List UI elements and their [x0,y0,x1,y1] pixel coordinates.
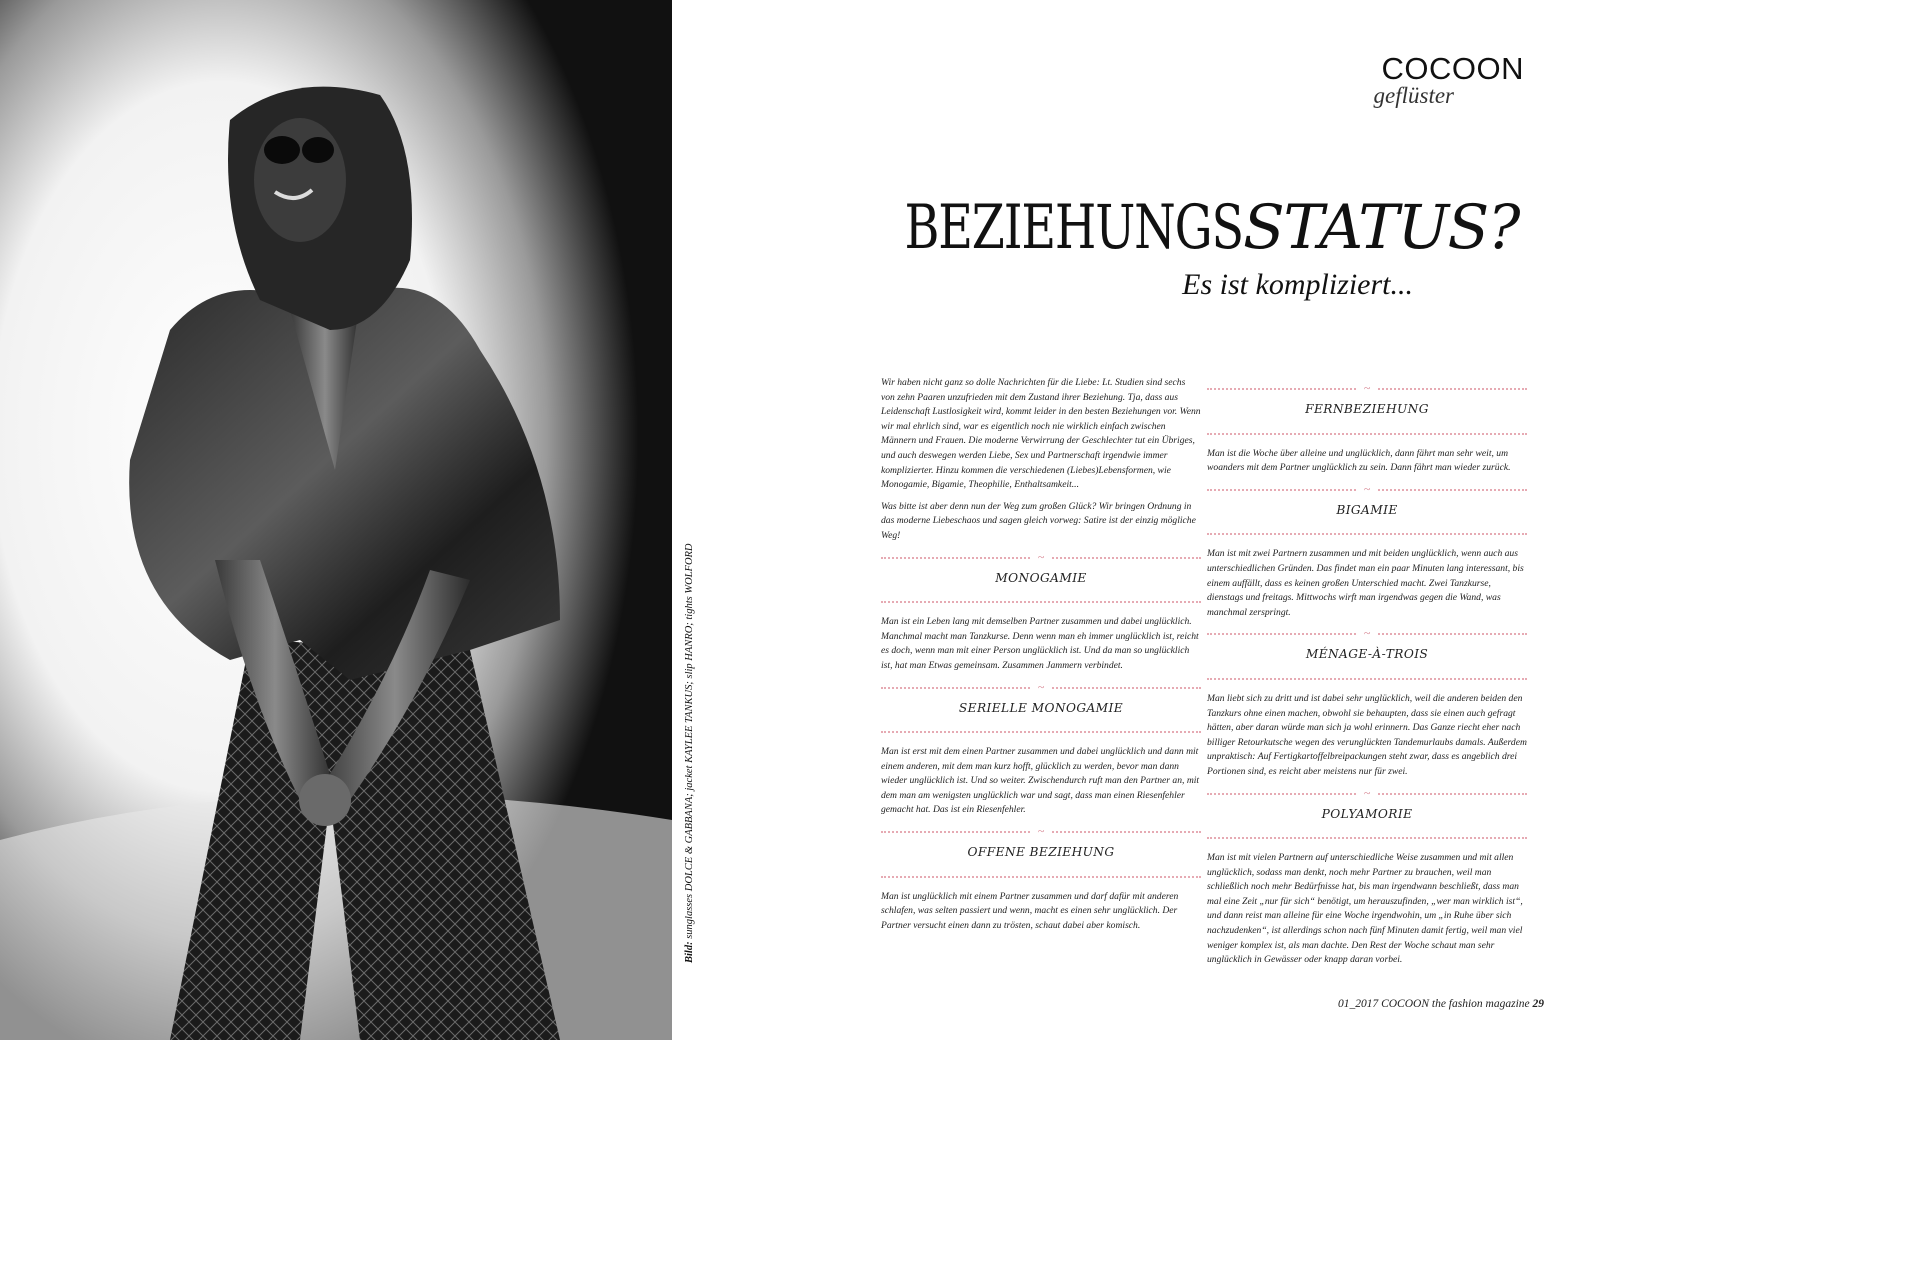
section-divider: ~ [881,551,1201,565]
page-folio [1338,998,1544,1010]
section-title: BIGAMIE [1336,502,1398,517]
section-text: Man liebt sich zu dritt und ist dabei sehr unglücklich, weil die anderen beiden den Tanzkurs ohne einen machen, obwohl sie behaupten, dass sie einen auch gefragt hätten, aber daran würde man sich ja wohl erinnern. Das Ganze riecht eher nach billiger Retourkutsche wegen des verunglückten Tandemurlaubs damals. Außerdem unpraktisch: Auf Fertigkartoffelbreipackungen steht zwar, dass es angeblich drei Portionen sind, es reicht aber meistens nur für zwei. [1207,692,1527,777]
section-divider: ~ [881,825,1201,839]
photo-credit [684,543,700,963]
section-divider: ~ [1207,382,1527,396]
brand-name: COCOON [1381,51,1524,86]
section-text: Man ist unglücklich mit einem Partner zusammen und darf dafür mit anderen schlafen, was selten passiert und wenn, macht es einen sehr unglücklich. Der Partner versucht einen dann zu trösten, schaut dabei aber komisch. [881,890,1179,931]
magazine-logo [1374,52,1525,106]
section-divider [1207,831,1527,845]
section-text: Man ist ein Leben lang mit demselben Partner zusammen und dabei unglücklich. Manchmal macht man Tanzkurse. Denn wenn man eh immer unglücklich ist, reicht es doch, wenn man mit einer Person unglücklich ist. Und da man so unglücklich ist, hat man Etwas gemeinsam. Zusammen Jammern verbindet. [881,616,1199,671]
headline-part-1: BEZIEHUNGS [904,192,1244,263]
section-divider: ~ [1207,483,1527,497]
section-divider [1207,527,1527,541]
section-text: Man ist die Woche über alleine und unglücklich, dann fährt man sehr weit, um woanders mit dem Partner unglücklich zu sein. Dann fährt man wieder zurück. [1207,447,1511,474]
brand-subtitle: geflüster [1373,83,1454,108]
intro-paragraph: Wir haben nicht ganz so dolle Nachrichten für die Liebe: Lt. Studien sind sechs von zehn Paaren unzufrieden mit dem Zustand ihrer Beziehung. Tja, dass aus Leidenschaft Lustlosigkeit wird, kommt leider in den besten Beziehungen vor. Wenn wir mal ehrlich sind, war es eigentlich noch nie wirklich einfach zwischen Männern und Frauen. Die moderne Verwirrung der Geschlechter tut ein Übriges, und auch deswegen werden Liebe, Sex und Partnerschaft irgendwie immer komplizierter. Hinzu kommen die verschiedenen (Liebes)Lebensformen, wie Monogamie, Bigamie, Theophilie, Enthaltsamkeit... [881,377,1201,491]
section-divider [1207,672,1527,686]
section-title: FERNBEZIEHUNG [1305,402,1429,416]
section-text: Man ist mit zwei Partnern zusammen und mit beiden unglücklich, wenn auch aus unterschiedlichen Gründen. Das findet man ein paar Minuten lang interessant, bis einem auffällt, dass es keinen großen Unterschied macht. Zwei Tanzkurse, dienstags und freitags. Mittwochs wirft man irgendwas gegen die Wand, was manchmal zerspringt. [1207,548,1524,618]
section-divider [1207,427,1527,441]
section-divider [881,595,1201,609]
photo-illustration [0,0,672,1040]
intro-paragraph: Was bitte ist aber denn nun der Weg zum großen Glück? Wir bringen Ordnung in das moderne Liebeschaos und sagen gleich vorweg: Satire ist der einzig mögliche Weg! [881,500,1196,541]
photo-credit-text: sunglasses DOLCE & GABBANA; jacket KAYLEE TANKUS; slip HANRO; tights WOLFORD [684,543,695,942]
section-divider [881,870,1201,884]
section-divider: ~ [1207,787,1527,801]
section-title: OFFENE BEZIEHUNG [967,845,1115,860]
section-text: Man ist erst mit dem einen Partner zusammen und dabei unglücklich und dann mit einem anderen, mit dem man kurz hofft, glücklich zu werden, bevor man dann wieder unglücklich ist. Und so weiter. Zwischendurch ruft man den Partner an, mit dem man am wenigsten unglücklich war und sagt, dass man einen Riesenfehler gemacht hat. Das ist ein Riesenfehler. [881,746,1200,816]
article-headline [809,193,1519,263]
fashion-photo [0,0,672,1040]
article-column-left [881,376,1201,940]
section-divider: ~ [1207,627,1527,641]
section-title: POLYAMORIE [1321,806,1413,821]
headline-part-2: STATUS? [1243,192,1519,263]
photo-credit-label: Bild: [684,941,695,963]
section-title: MÉNAGE-À-TROIS [1305,647,1429,662]
section-divider: ~ [881,681,1201,695]
article-subheadline: Es ist kompliziert... [1182,268,1413,301]
article-column-right [1207,376,1527,975]
section-title: MONOGAMIE [995,570,1087,585]
section-text: Man ist mit vielen Partnern auf unterschiedliche Weise zusammen und mit allen unglücklich, sodass man denkt, noch mehr Partner zu brauchen, weil man schließlich noch mehr Bedürfnisse hat, bis man irgendwann beschließt, dass man mal eine Zeit „nur für sich“ benötigt, um herauszufinden, „wer man wirklich ist“, und dann reist man alleine für eine Woche irgendwohin, um „in Ruhe über sich nachzudenken“, ist allerdings schon nach fünf Minuten damit fertig, weil man viel weniger komplex ist, als man dachte. Den Rest der Woche schaut man sehr unglücklich in Gewässer oder knapp daran vorbei. [1207,852,1523,966]
page-number: 29 [1532,998,1544,1010]
folio-text: 01_2017 COCOON the fashion magazine [1337,998,1533,1010]
section-divider [881,725,1201,739]
section-title: SERIELLE MONOGAMIE [958,700,1124,715]
